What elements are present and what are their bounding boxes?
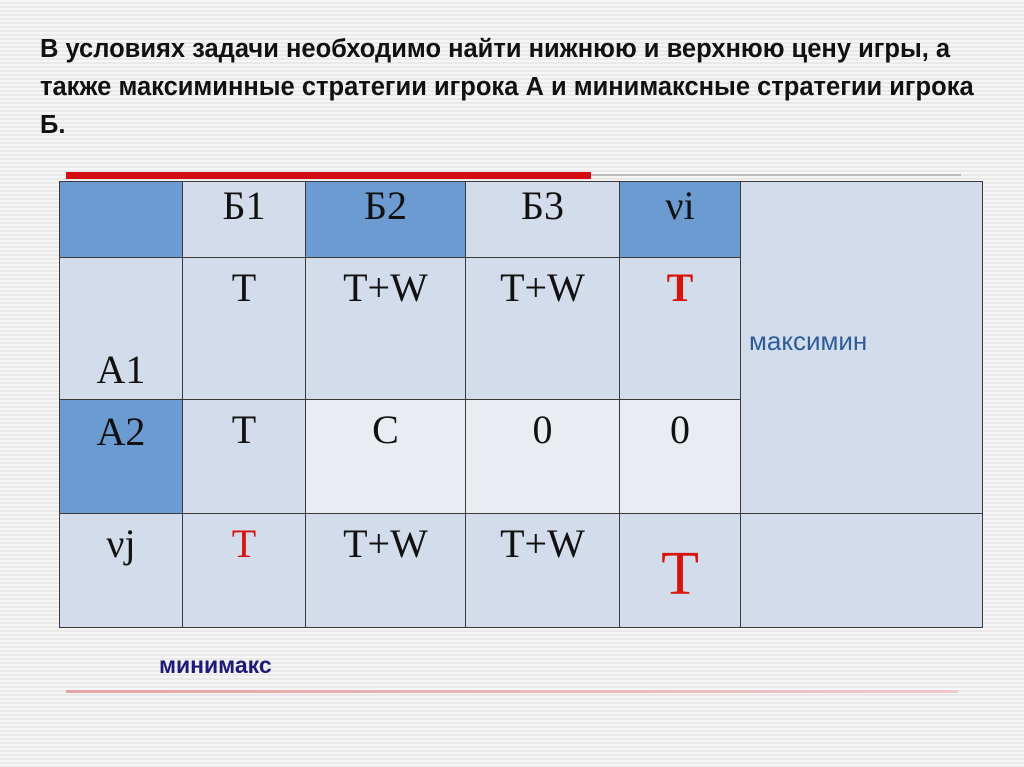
title-underline-red	[66, 172, 591, 179]
title-underline-gray	[591, 174, 961, 176]
row-label-a2: А2	[96, 409, 146, 454]
cell-a2-row-min: 0	[620, 400, 741, 514]
cell-a2-b1: T	[183, 400, 306, 514]
payoff-matrix	[59, 181, 983, 628]
cell-a1-row-min: T	[620, 258, 741, 400]
cell-a2-b3: 0	[466, 400, 620, 514]
col-header-row-min: νi	[620, 182, 741, 258]
col-header-b2: Б2	[306, 182, 466, 258]
row-header-a2	[60, 400, 183, 514]
cell-colmax-b2: T+W	[306, 514, 466, 628]
minimax-label: минимакс	[159, 652, 272, 678]
cell-a2-b2: C	[306, 400, 466, 514]
cell-colmax-b1: T	[183, 514, 306, 628]
cell-a1-b2: T+W	[306, 258, 466, 400]
task-statement: В условиях задачи необходимо найти нижнюю и верхнюю цену игры, а также максиминные стратегии игрока А и минимаксные стратегии игрока Б.	[40, 35, 974, 139]
footer-divider	[66, 690, 958, 693]
maximin-cell	[741, 182, 983, 514]
col-header-b1: Б1	[183, 182, 306, 258]
empty-bottom-right-cell	[741, 514, 983, 628]
cell-colmax-b3: T+W	[466, 514, 620, 628]
cell-a1-b3: T+W	[466, 258, 620, 400]
game-value-cell: T	[620, 514, 741, 628]
row-label-a1: А1	[96, 347, 146, 392]
col-header-b3: Б3	[466, 182, 620, 258]
maximin-label: максимин	[749, 326, 868, 356]
row-header-a1	[60, 258, 183, 400]
row-header-col-max: νj	[60, 514, 183, 628]
corner-cell	[60, 182, 183, 258]
cell-a1-b1: T	[183, 258, 306, 400]
